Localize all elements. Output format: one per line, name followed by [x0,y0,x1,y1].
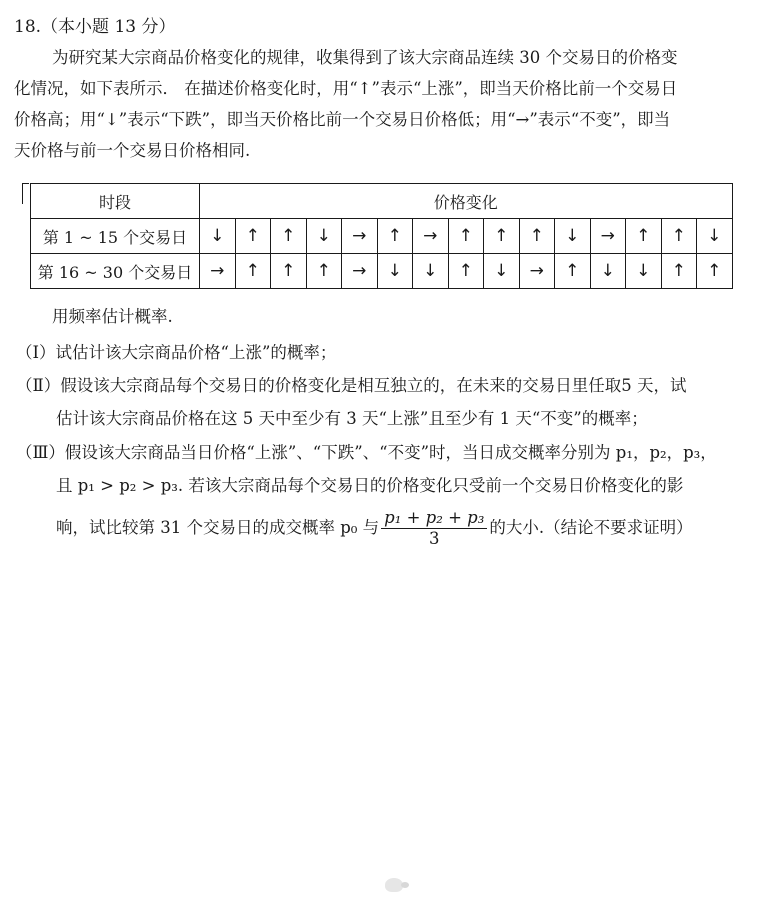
arrow-cell: ↓ [626,254,662,289]
intro-line-4: 天价格与前一个交易日价格相同. [14,141,251,160]
arrow-cell: ↑ [448,219,484,254]
question-3-line-3 [16,508,738,549]
arrow-cell: ↑ [661,219,697,254]
arrow-cell: ↑ [235,219,271,254]
arrow-cell: ↑ [377,219,413,254]
arrow-cell: ↑ [306,254,342,289]
arrow-cell: ↑ [235,254,271,289]
question-3-line-2: 且 p₁ > p₂ > p₃. 若该大宗商品每个交易日的价格变化只受前一个交易日价格变化的影 [56,476,684,495]
row-label: 第 16 ~ 30 个交易日 [31,254,200,289]
arrow-cell: ↑ [626,219,662,254]
intro-paragraph [14,42,736,166]
arrow-cell: ↓ [555,219,591,254]
arrow-cell: ↑ [271,219,307,254]
table-row [31,219,733,254]
question-2-line-2: 估计该大宗商品价格在这 5 天中至少有 3 天“上涨”且至少有 1 天“不变”的概率； [56,409,648,428]
arrow-cell: ↓ [484,254,520,289]
fraction-denominator: 3 [428,529,440,548]
arrow-cell: ↑ [555,254,591,289]
arrow-cell: ↑ [661,254,697,289]
arrow-cell: → [200,254,236,289]
arrow-cell: ↓ [590,254,626,289]
arrow-cell: ↑ [697,254,733,289]
watermark-logo-icon [385,878,403,892]
fraction [381,508,487,549]
question-2-line-1: （Ⅱ）假设该大宗商品每个交易日的价格变化是相互独立的，在未来的交易日里任取5 天，试 [16,376,687,395]
intro-line-2: 化情况，如下表所示． 在描述价格变化时，用“↑”表示“上涨”，即当天价格比前一个交易日 [14,79,678,98]
arrow-cell: → [342,254,378,289]
table-row [31,254,733,289]
price-change-table [30,183,733,289]
arrow-cell: ↓ [697,219,733,254]
question-1 [16,336,738,369]
arrow-cell: ↑ [519,219,555,254]
arrow-cell: ↑ [271,254,307,289]
arrow-cell: ↑ [484,219,520,254]
arrow-cell: ↓ [413,254,449,289]
arrow-cell: → [590,219,626,254]
fraction-numerator: p₁ + p₂ + p₃ [381,508,487,529]
question-3-line-1: （Ⅲ）假设该大宗商品当日价格“上涨”、“下跌”、“不变”时，当日成交概率分别为 p₁，p₂，p₃， [16,443,717,462]
arrow-cell: → [413,219,449,254]
intro-line-3: 价格高；用“↓”表示“下跌”，即当天价格比前一个交易日价格低；用“→”表示“不变”，即当 [14,110,671,129]
row-label: 第 1 ~ 15 个交易日 [31,219,200,254]
header-price-change: 价格变化 [200,184,733,219]
problem-number: 18.（本小题 13 分） [14,17,176,37]
arrow-cell: ↓ [200,219,236,254]
arrow-cell: → [342,219,378,254]
table-header-row [31,184,733,219]
arrow-cell: ↓ [306,219,342,254]
question-3-line-3-post: 的大小.（结论不要求证明） [489,518,693,537]
scan-bracket-mark [22,183,29,204]
frequency-note: 用频率估计概率. [52,307,173,326]
intro-line-1: 为研究某大宗商品价格变化的规律，收集得到了该大宗商品连续 30 个交易日的价格变 [52,48,678,67]
question-3-line-3-pre: 响，试比较第 31 个交易日的成交概率 p₀ 与 [56,518,380,537]
question-3 [16,436,738,549]
question-1-text: （Ⅰ）试估计该大宗商品价格“上涨”的概率； [16,343,337,362]
arrow-cell: → [519,254,555,289]
header-period: 时段 [31,184,200,219]
question-2 [16,369,738,435]
arrow-cell: ↑ [448,254,484,289]
arrow-cell: ↓ [377,254,413,289]
